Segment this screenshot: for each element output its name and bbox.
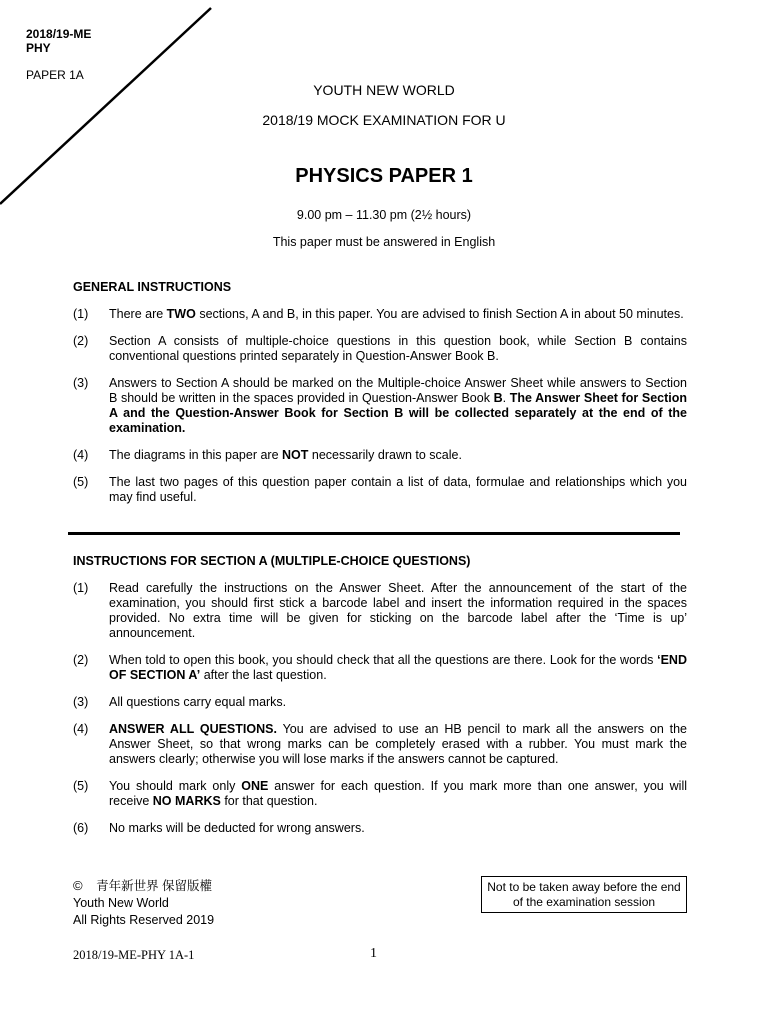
section-a-instruction-item-text [109, 722, 687, 767]
footer-page-code: 2018/19-ME-PHY 1A-1 [73, 948, 195, 962]
section-a-instruction-item-text [109, 653, 687, 683]
section-a-instruction-item [73, 695, 687, 710]
section-a-instruction-item-number: (5) [73, 779, 89, 793]
paper-code [26, 27, 91, 55]
exam-time: 9.00 pm – 11.30 pm (2½ hours) [296, 208, 472, 222]
paper-code-line-1: 2018/19-ME [26, 27, 92, 41]
bold-text-segment: B [493, 391, 503, 405]
text-segment: Answers to Section A should be marked on the Multiple-choice Answer Sheet while answers to Section B should be written in the spaces provided in Question-Answer Book [109, 376, 687, 405]
copyright-symbol: © [73, 878, 83, 893]
section-a-instruction-item [73, 653, 687, 683]
general-instruction-item [73, 307, 687, 322]
section-a-instruction-item-number: (6) [73, 821, 89, 835]
text-segment: There are [109, 307, 167, 321]
section-a-instruction-item-number: (1) [73, 581, 89, 595]
text-segment: Section A consists of multiple-choice questions in this question book, while Section B contains conventional questions printed separately in Question-Answer Book B. [109, 334, 687, 363]
bold-text-segment: NOT [282, 448, 309, 462]
section-a-instruction-item-number: (4) [73, 722, 89, 736]
bold-text-segment: ‘END OF SECTION A’ [109, 653, 687, 682]
paper-code-line-2: PHY [26, 41, 51, 55]
general-instruction-item-text [109, 475, 687, 505]
copyright-line [73, 877, 214, 895]
general-instruction-item [73, 448, 687, 463]
general-instruction-item [73, 475, 687, 505]
text-segment: All questions carry equal marks. [109, 695, 287, 709]
bold-text-segment: TWO [166, 307, 196, 321]
general-instructions-list [73, 307, 687, 517]
section-a-instructions-list [73, 581, 687, 848]
general-instruction-item-number: (5) [73, 475, 89, 489]
general-instruction-item-number: (4) [73, 448, 89, 462]
section-divider [68, 532, 680, 535]
section-a-instruction-item-text [109, 779, 687, 809]
section-a-instruction-item-number: (2) [73, 653, 89, 667]
general-instructions-heading: GENERAL INSTRUCTIONS [73, 280, 232, 294]
general-instruction-item-text [109, 448, 687, 463]
section-a-instruction-item [73, 581, 687, 641]
bold-text-segment: The Answer Sheet for Section A and the Question-Answer Book for Section B will be collected separately at the end of the examination. [109, 391, 687, 435]
copyright-rights: All Rights Reserved 2019 [73, 913, 215, 927]
text-segment: The diagrams in this paper are [109, 448, 283, 462]
take-away-notice-box: Not to be taken away before the end of the examination session [481, 876, 687, 913]
section-a-instruction-item [73, 779, 687, 809]
bold-text-segment: ONE [241, 779, 269, 793]
text-segment: You should mark only [109, 779, 242, 793]
section-a-instruction-item-text [109, 581, 687, 641]
text-segment: sections, A and B, in this paper. You are advised to finish Section A in about 50 minutes. [195, 307, 684, 321]
general-instruction-item-text [109, 334, 687, 364]
general-instruction-item [73, 334, 687, 364]
section-a-instruction-item-number: (3) [73, 695, 89, 709]
section-a-instructions-heading: INSTRUCTIONS FOR SECTION A (MULTIPLE-CHOICE QUESTIONS) [73, 554, 471, 568]
text-segment: When told to open this book, you should check that all the questions are there. Look for the words [109, 653, 658, 667]
text-segment: You are advised to use an HB pencil to mark all the answers on the Answer Sheet, so that wrong marks can be completely erased with a rubber. You must mark the answers clearly; otherwise you will lose marks if the answers cannot be captured. [109, 722, 688, 766]
language-note: This paper must be answered in English [272, 235, 496, 249]
paper-label: PAPER 1A [26, 68, 84, 82]
text-segment: after the last question. [200, 668, 327, 682]
page-number: 1 [370, 946, 377, 961]
organization-name: YOUTH NEW WORLD [313, 82, 455, 98]
general-instruction-item-number: (1) [73, 307, 89, 321]
section-a-instruction-item-text [109, 695, 687, 710]
text-segment: for that question. [220, 794, 318, 808]
bold-text-segment: ANSWER ALL QUESTIONS. [109, 722, 277, 736]
text-segment: answer for each question. If you mark more than one answer, you will receive [109, 779, 687, 808]
general-instruction-item-number: (3) [73, 376, 89, 390]
general-instruction-item-text [109, 376, 687, 436]
exam-title: 2018/19 MOCK EXAMINATION FOR U [262, 112, 506, 128]
section-a-instruction-item [73, 722, 687, 767]
text-segment: . [502, 391, 510, 405]
chinese-copyright-text: 青年新世界 保留版權 [96, 879, 213, 893]
text-segment: necessarily drawn to scale. [308, 448, 462, 462]
copyright-org-name: Youth New World [73, 896, 169, 910]
section-a-instruction-item [73, 821, 687, 836]
paper-title: PHYSICS PAPER 1 [295, 165, 473, 187]
text-segment: Read carefully the instructions on the Answer Sheet. After the announcement of the start of the examination, you should first stick a barcode label and insert the information required in the spaces provided. No extra time will be given for sticking on the barcode label after the ‘Time is up’ announcement. [109, 581, 687, 640]
text-segment: The last two pages of this question paper contain a list of data, formulae and relationships which you may find useful. [109, 475, 687, 504]
copyright-block [73, 877, 214, 929]
general-instruction-item-text [109, 307, 687, 322]
general-instruction-item-number: (2) [73, 334, 89, 348]
bold-text-segment: NO MARKS [152, 794, 221, 808]
text-segment: No marks will be deducted for wrong answers. [109, 821, 365, 835]
section-a-instruction-item-text [109, 821, 687, 836]
general-instruction-item [73, 376, 687, 436]
